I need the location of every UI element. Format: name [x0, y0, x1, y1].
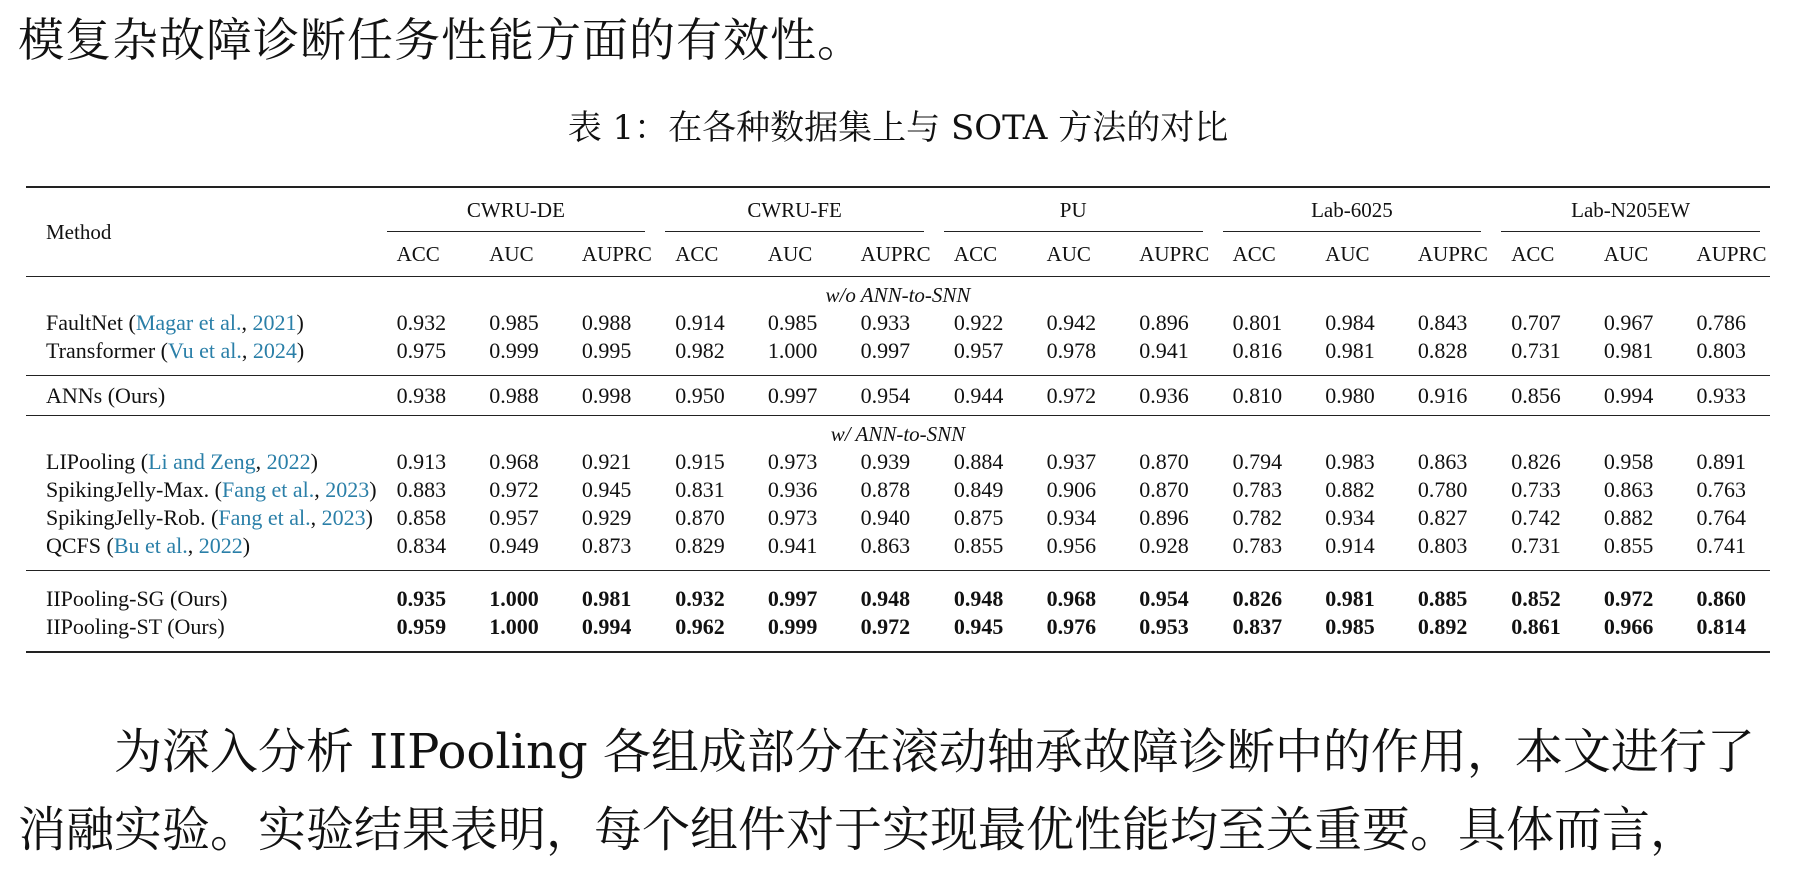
citation-separator: , [255, 449, 267, 474]
metric-header: ACC [1511, 241, 1555, 266]
citation-year[interactable]: 2023 [321, 505, 366, 530]
value-cell: 0.884 [953, 449, 1004, 474]
value-cell: 0.973 [767, 449, 818, 474]
section-label: w/o ANN-to-SNN [825, 282, 971, 307]
value-cell: 0.981 [581, 586, 632, 611]
citation-close: ) [365, 505, 373, 530]
value-cell: 0.826 [1511, 449, 1561, 474]
value-cell: 0.916 [1417, 382, 1468, 408]
value-cell: 1.000 [489, 614, 539, 639]
dataset-header-pu: PU [934, 187, 1213, 232]
value-cell: 0.932 [675, 586, 725, 611]
citation-separator: , [314, 477, 326, 502]
value-cell: 0.885 [1417, 586, 1468, 611]
value-cell: 0.763 [1696, 477, 1747, 502]
citation-authors[interactable]: Magar et al. [135, 310, 242, 335]
value-cell: 0.933 [860, 310, 911, 335]
value-cell: 0.985 [489, 310, 539, 335]
method-name-cell [26, 504, 377, 532]
citation-close: ) [296, 338, 305, 363]
metric-header: ACC [1232, 241, 1276, 266]
value-cell: 0.972 [1046, 382, 1097, 408]
metric-header: ACC [396, 241, 440, 266]
value-cell: 0.742 [1511, 505, 1561, 530]
method-name: ANNs (Ours) [46, 382, 166, 408]
value-cell: 0.941 [767, 533, 818, 558]
table-row [26, 476, 1770, 504]
value-cell: 0.860 [1696, 586, 1747, 611]
value-cell: 0.938 [396, 382, 447, 408]
section-row-without [26, 277, 1770, 310]
method-name: Transformer ( [46, 338, 168, 363]
value-cell: 0.945 [953, 614, 1004, 639]
value-cell: 0.995 [581, 338, 632, 363]
results-table [26, 186, 1770, 653]
method-name-cell [26, 613, 377, 652]
metric-header: AUPRC [1417, 241, 1488, 266]
metric-header: AUC [1325, 241, 1370, 266]
value-cell: 0.861 [1511, 614, 1561, 639]
value-cell: 0.928 [1139, 533, 1189, 558]
method-name-cell [26, 337, 377, 376]
value-cell: 0.935 [396, 586, 447, 611]
metric-header: AUC [1603, 241, 1649, 266]
citation-authors[interactable]: Fang et al. [218, 505, 311, 530]
value-cell: 0.831 [675, 477, 725, 502]
citation-year[interactable]: 2022 [266, 449, 311, 474]
value-cell: 0.855 [1603, 533, 1654, 558]
citation-close: ) [369, 477, 377, 502]
citation-separator: , [241, 338, 253, 363]
metric-header: ACC [675, 241, 719, 266]
value-cell: 0.870 [1139, 449, 1189, 474]
dataset-header-cwru-fe: CWRU-FE [655, 187, 934, 232]
value-cell: 0.972 [1603, 586, 1654, 611]
value-cell: 0.873 [581, 533, 632, 558]
value-cell: 0.843 [1417, 310, 1468, 335]
value-cell: 0.999 [767, 614, 818, 639]
value-cell: 0.972 [860, 614, 911, 639]
value-cell: 0.981 [1325, 586, 1375, 611]
value-cell: 0.810 [1232, 382, 1283, 408]
citation-year[interactable]: 2024 [252, 338, 297, 363]
value-cell: 0.959 [396, 614, 447, 639]
metric-header: AUPRC [1696, 241, 1767, 266]
value-cell: 0.968 [1046, 586, 1097, 611]
results-table-body [26, 277, 1770, 653]
table-row [26, 532, 1770, 571]
value-cell: 0.906 [1046, 477, 1097, 502]
value-cell: 0.883 [396, 477, 447, 502]
citation-separator: , [310, 505, 322, 530]
value-cell: 0.962 [675, 614, 725, 639]
table-caption: 表 1：在各种数据集上与 SOTA 方法的对比 [567, 108, 1229, 148]
value-cell: 0.882 [1325, 477, 1375, 502]
value-cell: 0.814 [1696, 614, 1747, 639]
value-cell: 0.834 [396, 533, 447, 558]
method-name-cell [26, 532, 377, 571]
dataset-header-cwru-de: CWRU-DE [377, 187, 656, 232]
value-cell: 0.783 [1232, 477, 1283, 502]
value-cell: 0.994 [581, 614, 632, 639]
table-row [26, 309, 1770, 337]
value-cell: 0.891 [1696, 449, 1747, 474]
value-cell: 0.803 [1696, 338, 1747, 363]
table-row [26, 613, 1770, 652]
table-row [26, 376, 1770, 416]
citation-close: ) [310, 449, 318, 474]
value-cell: 0.980 [1325, 382, 1375, 408]
paragraph-line-2: 消融实验。实验结果表明，每个组件对于实现最优性能均至关重要。具体而言， [18, 802, 1699, 858]
value-cell: 0.922 [953, 310, 1004, 335]
section-label: w/ ANN-to-SNN [830, 421, 966, 446]
value-cell: 0.929 [581, 505, 632, 530]
metric-header: ACC [953, 241, 998, 266]
value-cell: 0.892 [1417, 614, 1468, 639]
value-cell: 0.914 [1325, 533, 1375, 558]
value-cell: 0.973 [767, 505, 818, 530]
citation-year[interactable]: 2022 [198, 533, 243, 558]
value-cell: 0.957 [489, 505, 539, 530]
value-cell: 0.985 [1325, 614, 1375, 639]
value-cell: 0.921 [581, 449, 632, 474]
value-cell: 0.731 [1511, 533, 1561, 558]
method-name: LIPooling ( [46, 449, 149, 474]
value-cell: 0.801 [1232, 310, 1283, 335]
citation-year[interactable]: 2023 [325, 477, 370, 502]
value-cell: 0.849 [953, 477, 1004, 502]
value-cell: 0.956 [1046, 533, 1097, 558]
citation-authors[interactable]: Fang et al. [222, 477, 315, 502]
metric-header: AUPRC [1139, 241, 1210, 266]
dataset-header-lab-n205ew: Lab-N205EW [1491, 187, 1770, 232]
method-header: Method [46, 219, 112, 244]
value-cell: 0.999 [489, 338, 539, 363]
value-cell: 0.870 [1139, 477, 1189, 502]
value-cell: 0.945 [581, 477, 632, 502]
value-cell: 0.731 [1511, 338, 1561, 363]
intro-text: 模复杂故障诊断任务性能方面的有效性。 [18, 13, 864, 67]
value-cell: 0.954 [1139, 586, 1189, 611]
value-cell: 0.967 [1603, 310, 1654, 335]
table-row [26, 571, 1770, 614]
value-cell: 0.932 [396, 310, 447, 335]
method-name: IIPooling-ST (Ours) [46, 614, 225, 639]
value-cell: 0.958 [1603, 449, 1654, 474]
value-cell: 0.985 [767, 310, 818, 335]
method-name-cell [26, 448, 377, 476]
metric-header: AUPRC [581, 241, 652, 266]
value-cell: 0.948 [860, 586, 911, 611]
value-cell: 0.828 [1417, 338, 1468, 363]
value-cell: 0.984 [1325, 310, 1375, 335]
value-cell: 0.826 [1232, 586, 1283, 611]
value-cell: 0.816 [1232, 338, 1283, 363]
value-cell: 0.941 [1139, 338, 1189, 363]
value-cell: 0.794 [1232, 449, 1283, 474]
value-cell: 0.914 [675, 310, 725, 335]
value-cell: 0.976 [1046, 614, 1097, 639]
value-cell: 0.994 [1603, 382, 1654, 408]
value-cell: 0.896 [1139, 505, 1189, 530]
value-cell: 0.981 [1325, 338, 1375, 363]
value-cell: 0.786 [1696, 310, 1747, 335]
value-cell: 0.837 [1232, 614, 1283, 639]
method-name-cell [26, 476, 377, 504]
value-cell: 0.940 [860, 505, 911, 530]
value-cell: 0.939 [860, 449, 911, 474]
value-cell: 0.882 [1603, 505, 1654, 530]
citation-close: ) [296, 310, 304, 335]
citation-authors[interactable]: Bu et al. [113, 533, 188, 558]
value-cell: 0.878 [860, 477, 911, 502]
value-cell: 0.988 [581, 310, 632, 335]
value-cell: 0.953 [1139, 614, 1189, 639]
value-cell: 0.997 [767, 382, 818, 408]
value-cell: 0.937 [1046, 449, 1097, 474]
value-cell: 0.988 [489, 382, 539, 408]
paragraph-line-1: 为深入分析 IIPooling 各组成部分在滚动轴承故障诊断中的作用，本文进行了 [18, 724, 1755, 780]
value-cell: 0.997 [767, 586, 818, 611]
table-row [26, 337, 1770, 376]
method-name: IIPooling-SG (Ours) [46, 586, 228, 611]
value-cell: 0.780 [1417, 477, 1468, 502]
value-cell: 0.981 [1603, 338, 1654, 363]
metric-header: AUC [489, 241, 534, 266]
value-cell: 0.954 [860, 382, 911, 408]
value-cell: 0.741 [1696, 533, 1747, 558]
value-cell: 0.982 [675, 338, 725, 363]
value-cell: 0.915 [675, 449, 725, 474]
method-name-cell [26, 309, 377, 337]
dataset-header-lab-6025: Lab-6025 [1213, 187, 1492, 232]
value-cell: 0.855 [953, 533, 1004, 558]
value-cell: 0.803 [1417, 533, 1468, 558]
value-cell: 0.933 [1696, 382, 1747, 408]
value-cell: 0.875 [953, 505, 1004, 530]
citation-separator: , [241, 310, 253, 335]
method-name-cell [26, 376, 377, 416]
table-row [26, 448, 1770, 476]
value-cell: 0.949 [489, 533, 539, 558]
value-cell: 1.000 [767, 338, 818, 363]
metric-header: AUPRC [860, 241, 931, 266]
metric-header: AUC [1046, 241, 1091, 266]
value-cell: 0.997 [860, 338, 911, 363]
value-cell: 0.852 [1511, 586, 1561, 611]
value-cell: 0.950 [675, 382, 725, 408]
method-name-cell [26, 571, 377, 614]
value-cell: 0.983 [1325, 449, 1375, 474]
section-row-with [26, 416, 1770, 449]
value-cell: 0.829 [675, 533, 725, 558]
value-cell: 0.856 [1511, 382, 1561, 408]
citation-year[interactable]: 2021 [252, 310, 297, 335]
value-cell: 0.966 [1603, 614, 1654, 639]
value-cell: 0.936 [767, 477, 818, 502]
value-cell: 0.975 [396, 338, 447, 363]
method-name: SpikingJelly-Rob. ( [46, 505, 219, 530]
value-cell: 0.998 [581, 382, 632, 408]
value-cell: 0.764 [1696, 505, 1747, 530]
value-cell: 1.000 [489, 586, 539, 611]
metric-header: AUC [767, 241, 813, 266]
value-cell: 0.870 [675, 505, 725, 530]
citation-authors[interactable]: Li and Zeng [148, 449, 256, 474]
value-cell: 0.936 [1139, 382, 1189, 408]
table-row [26, 504, 1770, 532]
value-cell: 0.948 [953, 586, 1004, 611]
value-cell: 0.827 [1417, 505, 1468, 530]
value-cell: 0.934 [1325, 505, 1375, 530]
method-name: SpikingJelly-Max. ( [46, 477, 222, 502]
value-cell: 0.934 [1046, 505, 1097, 530]
value-cell: 0.783 [1232, 533, 1283, 558]
value-cell: 0.944 [953, 382, 1004, 408]
value-cell: 0.968 [489, 449, 539, 474]
value-cell: 0.858 [396, 505, 447, 530]
method-name: QCFS ( [46, 533, 114, 558]
citation-separator: , [187, 533, 199, 558]
citation-authors[interactable]: Vu et al. [168, 338, 242, 363]
value-cell: 0.782 [1232, 505, 1283, 530]
value-cell: 0.863 [1417, 449, 1468, 474]
value-cell: 0.957 [953, 338, 1004, 363]
value-cell: 0.896 [1139, 310, 1189, 335]
method-name: FaultNet ( [46, 310, 136, 335]
value-cell: 0.863 [860, 533, 911, 558]
value-cell: 0.972 [489, 477, 539, 502]
dataset-header-row [26, 187, 1770, 232]
value-cell: 0.942 [1046, 310, 1097, 335]
citation-close: ) [242, 533, 251, 558]
value-cell: 0.978 [1046, 338, 1097, 363]
value-cell: 0.733 [1511, 477, 1561, 502]
value-cell: 0.863 [1603, 477, 1654, 502]
results-table-wrapper [26, 186, 1770, 653]
value-cell: 0.913 [396, 449, 447, 474]
value-cell: 0.707 [1511, 310, 1561, 335]
